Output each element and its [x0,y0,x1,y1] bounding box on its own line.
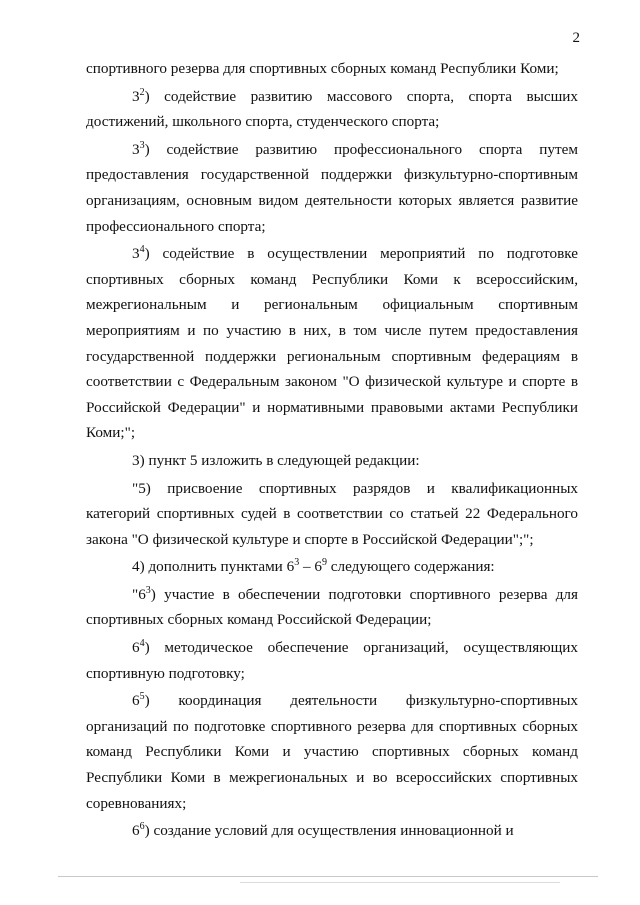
paragraph: $3^2$) содействие развитию массового спорта, спорта высших достижений, школьного спорта, студенческого спорта; [86,86,578,131]
paragraph: 3) пункт 5 изложить в следующей редакции: [132,451,420,469]
paragraph: "5) присвоение спортивных разрядов и квалификационных категорий спортивных судей в соответствии со статьей 22 Федерального закона "О физической культуре и спорте в Российской Федерации";"; [86,479,578,548]
page-number: 2 [572,30,580,46]
paragraph: $6^4$) методическое обеспечение организаций, осуществляющих спортивную подготовку; [86,638,578,682]
paragraph: $3^4$) содействие в осуществлении мероприятий по подготовке спортивных сборных команд Республики Коми к всероссийским, межрегиональным и региональным официальным спортивным мероприятиям и по участию в них, в том числе путем предоставления государственной поддержки региональным спортивным федерациям в соответствии с Федеральным законом "О физической культуре и спорте в Российской Федерации" и нормативными правовыми актами Республики Коми;"; [86,244,578,442]
paragraph: спортивного резерва для спортивных сборных команд Республики Коми; [86,60,559,77]
paragraph: $6^6$) создание условий для осуществления инновационной и [132,821,514,840]
paragraph: "$6^3$) участие в обеспечении подготовки спортивного резерва для спортивных сборных команд Российской Федерации; [86,584,578,629]
paragraph: $3^3$) содействие развитию профессионального спорта путем предоставления государственной поддержки физкультурно-спортивным организациям, основным видом деятельности которых является развитие профессионального спорта; [86,139,578,235]
document-body [86,56,578,844]
paragraph: 4) дополнить пунктами $6^3 - 6^9$ следующего содержания: [132,557,495,576]
scan-edge-line [240,882,560,883]
paragraph: $6^5$) координация деятельности физкультурно-спортивных организаций по подготовке спортивного резерва для спортивных сборных команд Республики Коми и участию спортивных сборных команд Республики Коми в межрегиональных и во всероссийских спортивных соревнованиях; [86,691,578,812]
scan-edge-line [58,876,598,877]
